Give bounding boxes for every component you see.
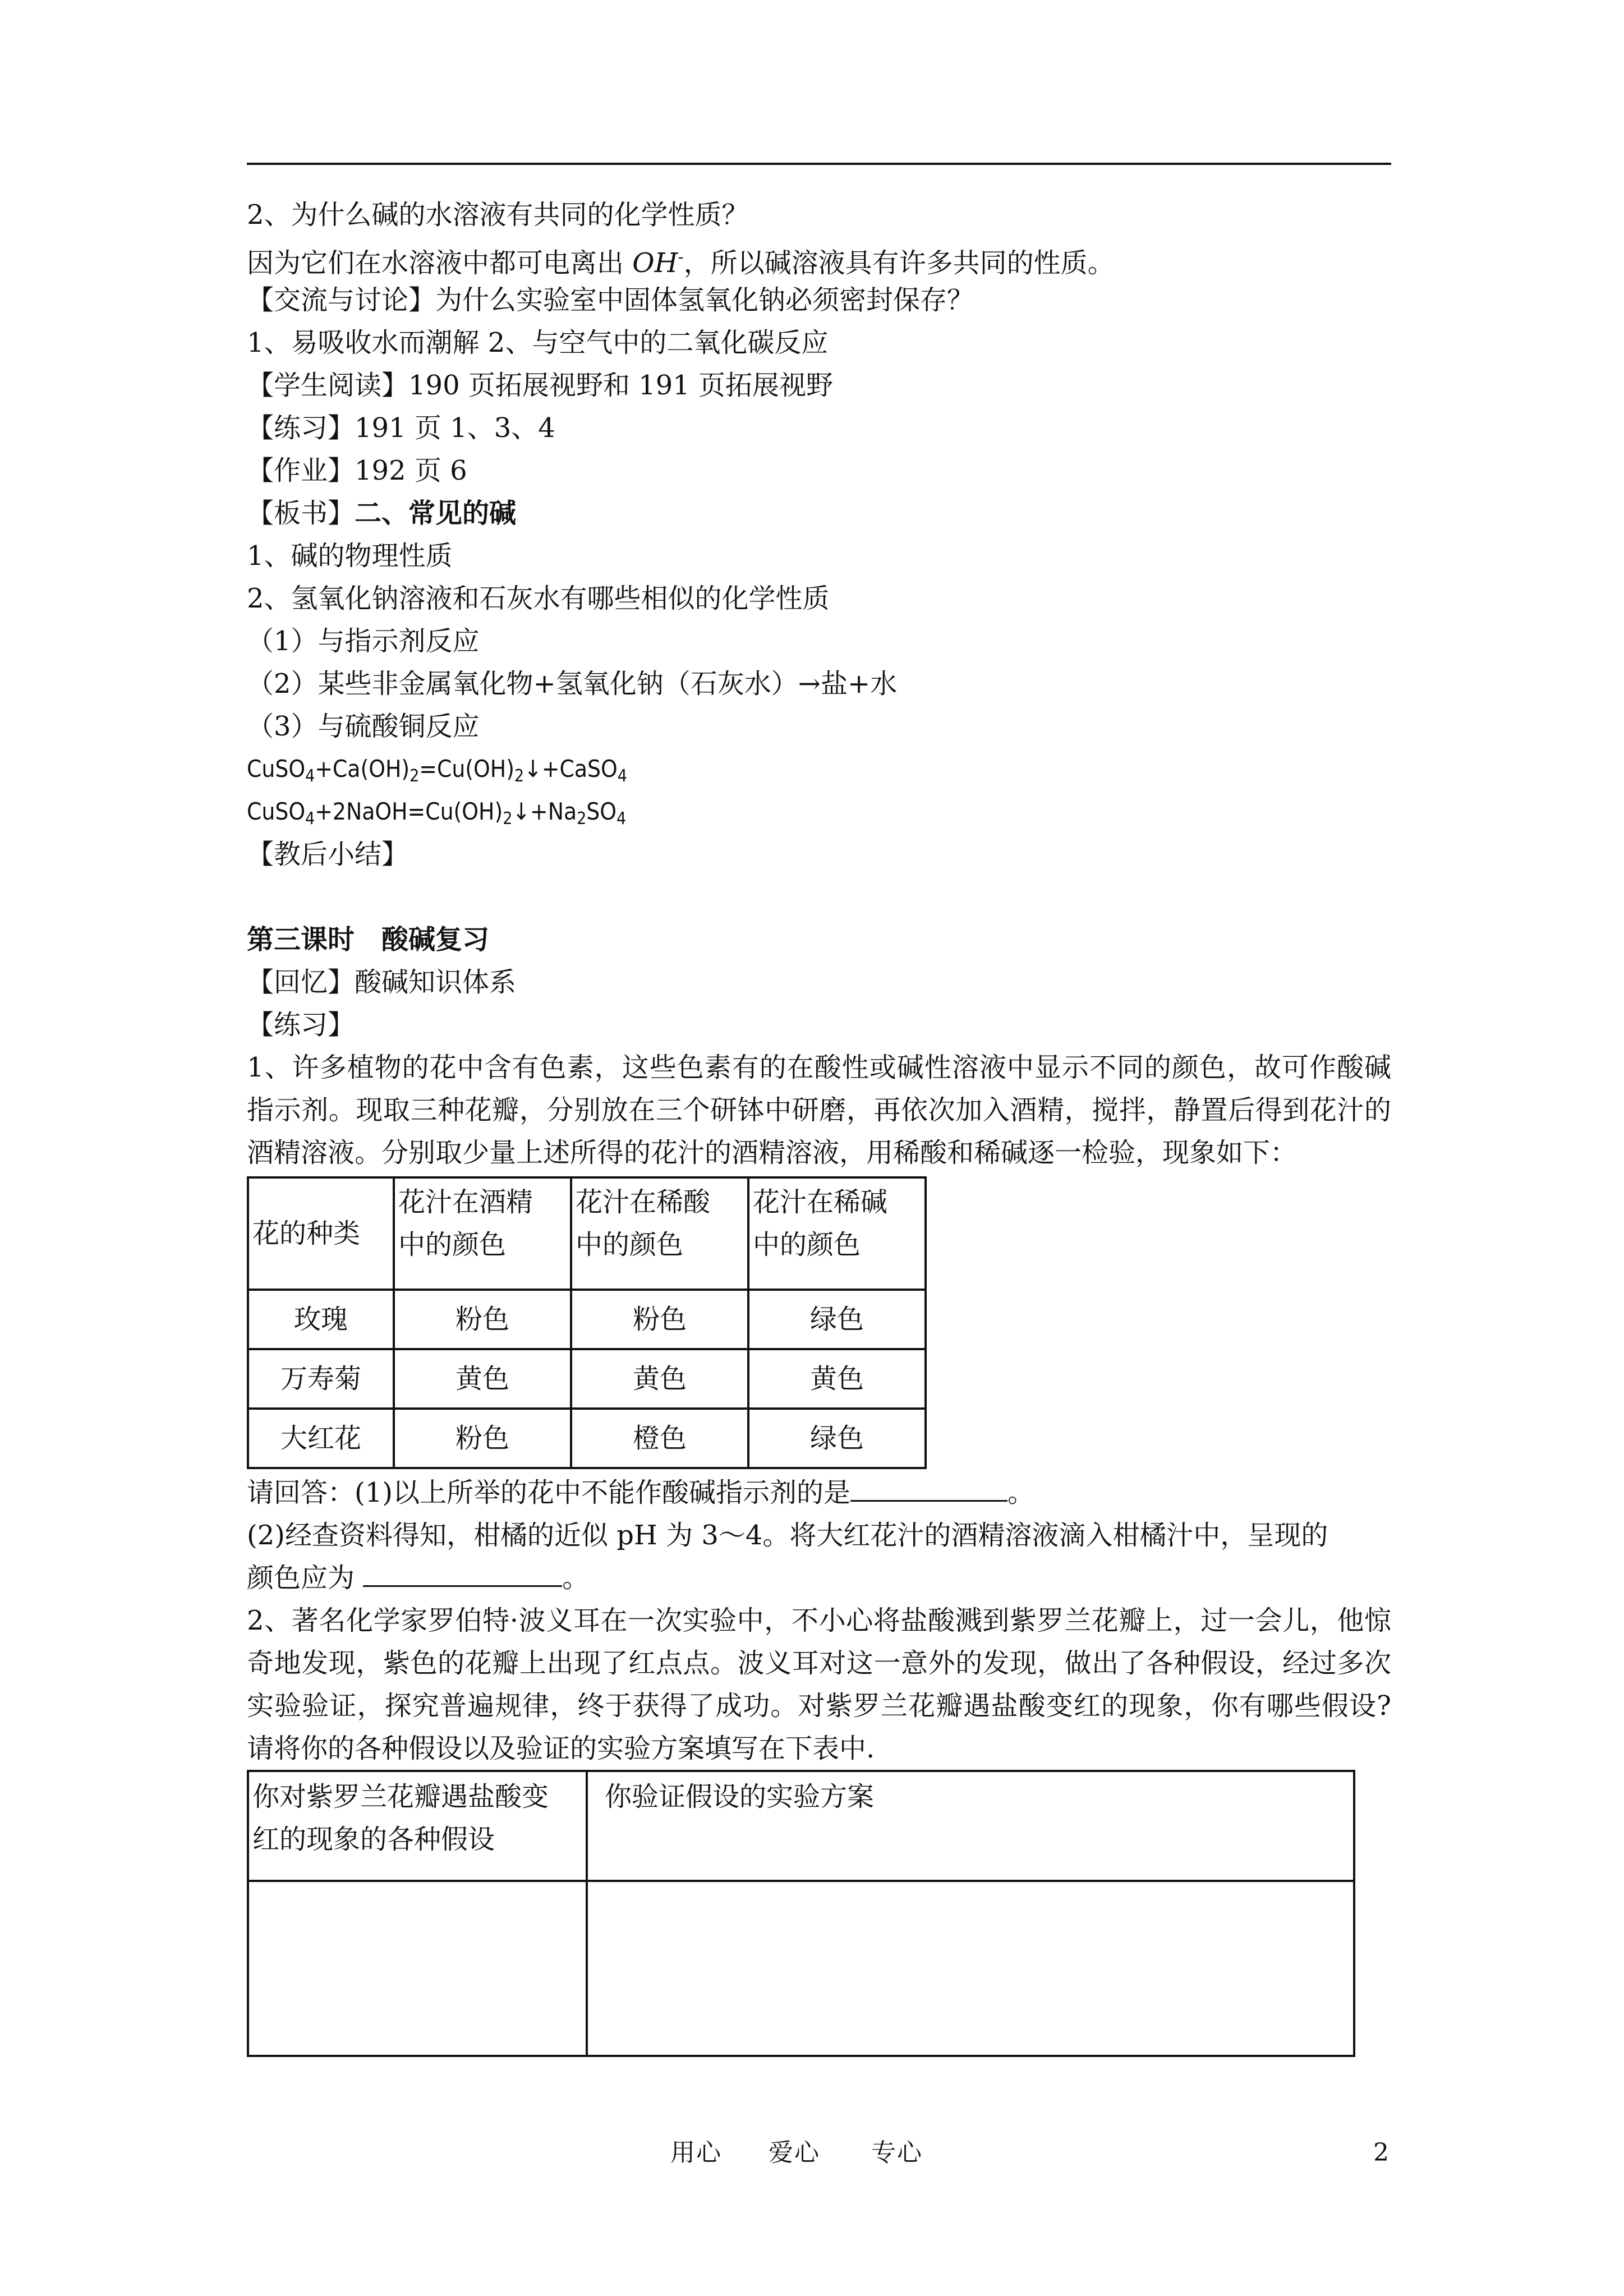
answer-blank-b[interactable] xyxy=(363,1561,562,1587)
post-lesson-summary: 【教后小结】 xyxy=(247,839,409,870)
footer-motto-2: 爱心 xyxy=(769,2138,820,2167)
spacer xyxy=(247,876,1391,918)
table-header-flower-type: 花的种类 xyxy=(248,1177,394,1290)
footer-motto-1: 用心 xyxy=(670,2138,722,2167)
board-item-2-1: （1）与指示剂反应 xyxy=(247,625,480,657)
question-a: 请回答：(1)以上所举的花中不能作酸碱指示剂的是 。 xyxy=(247,1471,1391,1514)
equation-2: $CuSO_4+2NaOH=Cu(OH)_2↓+Na_2SO_4$ xyxy=(247,798,627,829)
question-b: (2)经查资料得知，柑橘的近似 pH 为 3～4。将大红花汁的酒精溶液滴入柑橘汁中，呈现的 xyxy=(247,1520,1328,1551)
lesson-3-title: 第三课时 酸碱复习 xyxy=(247,924,490,955)
table-header-alcohol: 花汁在酒精 中的颜色 xyxy=(394,1177,571,1290)
answer-blank-a[interactable] xyxy=(850,1475,1007,1502)
table-row: 玫瑰 粉色 粉色 绿色 xyxy=(248,1290,926,1349)
question-2-answer: 因为它们在水溶液中都可电离出 OH-，所以碱溶液具有许多共同的性质。 xyxy=(247,247,1115,279)
table-header-acid: 花汁在稀酸 中的颜色 xyxy=(571,1177,748,1290)
experiment-plan-header: 你验证假设的实验方案 xyxy=(587,1771,1354,1881)
discussion-answer: 1、易吸收水而潮解 2、与空气中的二氧化碳反应 xyxy=(247,327,829,358)
problem-2-text: 2、著名化学家罗伯特·波义耳在一次实验中，不小心将盐酸溅到紫罗兰花瓣上，过一会儿，他惊奇地发现，紫色的花瓣上出现了红点点。波义耳对这一意外的发现，做出了各种假设，经过多次实验验证，探究普遍规律，终于获得了成功。对紫罗兰花瓣遇盐酸变红的现象，你有哪些假设?请将你的各种假设以及验证的实验方案填写在下表中. xyxy=(247,1605,1391,1764)
table-row: 万寿菊 黄色 黄色 黄色 xyxy=(248,1349,926,1409)
problem-1-text: 1、许多植物的花中含有色素，这些色素有的在酸性或碱性溶液中显示不同的颜色，故可作酸碱指示剂。现取三种花瓣，分别放在三个研钵中研磨，再依次加入酒精，搅拌，静置后得到花汁的酒精溶液。分别取少量上述所得的花汁的酒精溶液，用稀酸和稀碱逐一检验，现象如下： xyxy=(247,1052,1391,1168)
table-row: 大红花 粉色 橙色 绿色 xyxy=(248,1409,926,1468)
table-header-base: 花汁在稀碱 中的颜色 xyxy=(748,1177,926,1290)
hypothesis-cell[interactable] xyxy=(248,1881,587,2056)
board-item-2: 2、氢氧化钠溶液和石灰水有哪些相似的化学性质 xyxy=(247,583,830,614)
discussion-line: 【交流与讨论】为什么实验室中固体氢氧化钠必须密封保存？ xyxy=(247,284,974,316)
page-footer xyxy=(0,2132,1624,2174)
page-content xyxy=(247,194,1391,2057)
hypothesis-table xyxy=(247,1770,1355,2057)
board-heading: 【板书】二、常见的碱 xyxy=(247,498,517,529)
board-item-2-3: （3）与硫酸铜反应 xyxy=(247,711,480,742)
header-rule xyxy=(247,163,1391,165)
practice-heading: 【练习】 xyxy=(247,1009,355,1041)
exercise-line: 【练习】191 页 1、3、4 xyxy=(247,412,555,444)
flower-color-table xyxy=(247,1176,927,1469)
question-b-cont: 颜色应为 。 xyxy=(247,1557,1391,1599)
footer-motto-3: 专心 xyxy=(871,2138,923,2167)
hypothesis-header: 你对紫罗兰花瓣遇盐酸变 红的现象的各种假设 xyxy=(248,1771,587,1881)
page-number: 2 xyxy=(1373,2138,1389,2167)
homework-line: 【作业】192 页 6 xyxy=(247,455,467,486)
experiment-plan-cell[interactable] xyxy=(587,1881,1354,2056)
board-item-2-2: （2）某些非金属氧化物+氢氧化钠（石灰水）→盐+水 xyxy=(247,668,898,700)
board-item-1: 1、碱的物理性质 xyxy=(247,540,453,572)
student-reading: 【学生阅读】190 页拓展视野和 191 页拓展视野 xyxy=(247,370,834,401)
equation-1: $CuSO_4+Ca(OH)_2=Cu(OH)_2↓+CaSO_4$ xyxy=(247,755,627,786)
hydroxide-ion: OH- xyxy=(632,247,684,279)
question-2: 2、为什么碱的水溶液有共同的化学性质？ xyxy=(247,199,749,231)
recall-line: 【回忆】酸碱知识体系 xyxy=(247,967,517,998)
